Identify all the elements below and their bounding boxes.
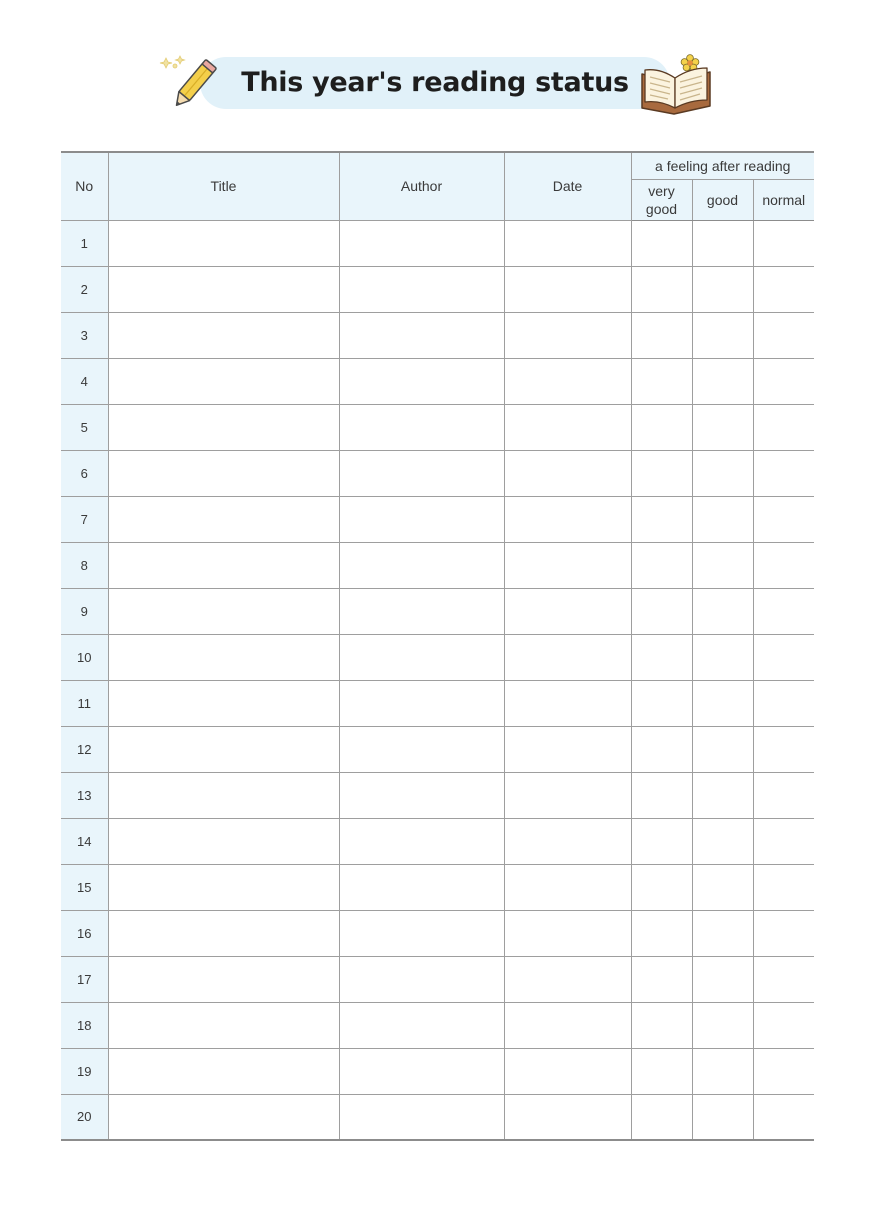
normal-cell[interactable] [753, 312, 814, 358]
row-number: 15 [61, 864, 108, 910]
very-good-cell[interactable] [631, 1048, 692, 1094]
date-cell[interactable] [504, 266, 631, 312]
normal-cell[interactable] [753, 956, 814, 1002]
row-number: 20 [61, 1094, 108, 1140]
author-cell[interactable] [339, 1094, 504, 1140]
very-good-cell[interactable] [631, 1002, 692, 1048]
title-cell[interactable] [108, 266, 339, 312]
row-number: 19 [61, 1048, 108, 1094]
author-cell[interactable] [339, 1002, 504, 1048]
title-cell[interactable] [108, 450, 339, 496]
date-cell[interactable] [504, 864, 631, 910]
table-row [61, 1048, 814, 1094]
title-cell[interactable] [108, 312, 339, 358]
good-cell[interactable] [692, 634, 753, 680]
date-cell[interactable] [504, 818, 631, 864]
row-number: 11 [61, 680, 108, 726]
header-no: No [61, 152, 108, 220]
normal-cell[interactable] [753, 680, 814, 726]
normal-cell[interactable] [753, 266, 814, 312]
good-cell[interactable] [692, 496, 753, 542]
author-cell[interactable] [339, 910, 504, 956]
table-row [61, 956, 814, 1002]
author-cell[interactable] [339, 772, 504, 818]
title-cell[interactable] [108, 726, 339, 772]
row-number: 8 [61, 542, 108, 588]
normal-cell[interactable] [753, 1048, 814, 1094]
row-number: 9 [61, 588, 108, 634]
very-good-cell[interactable] [631, 956, 692, 1002]
author-cell[interactable] [339, 496, 504, 542]
table-row [61, 496, 814, 542]
very-good-cell[interactable] [631, 1094, 692, 1140]
author-cell[interactable] [339, 634, 504, 680]
header-good: good [692, 179, 753, 220]
row-number: 4 [61, 358, 108, 404]
normal-cell[interactable] [753, 1002, 814, 1048]
title-cell[interactable] [108, 1048, 339, 1094]
table-row [61, 910, 814, 956]
row-number: 7 [61, 496, 108, 542]
date-cell[interactable] [504, 312, 631, 358]
good-cell[interactable] [692, 404, 753, 450]
table-row [61, 358, 814, 404]
table-row [61, 542, 814, 588]
date-cell[interactable] [504, 404, 631, 450]
row-number: 1 [61, 220, 108, 266]
table-row [61, 404, 814, 450]
very-good-cell[interactable] [631, 864, 692, 910]
title-cell[interactable] [108, 542, 339, 588]
header-author: Author [339, 152, 504, 220]
page-title: This year's reading status [241, 67, 629, 98]
date-cell[interactable] [504, 680, 631, 726]
header-normal: normal [753, 179, 814, 220]
title-cell[interactable] [108, 634, 339, 680]
good-cell[interactable] [692, 726, 753, 772]
row-number: 2 [61, 266, 108, 312]
reading-log-table [61, 151, 814, 1141]
author-cell[interactable] [339, 220, 504, 266]
row-number: 6 [61, 450, 108, 496]
date-cell[interactable] [504, 358, 631, 404]
table-row [61, 588, 814, 634]
table-row [61, 864, 814, 910]
author-cell[interactable] [339, 956, 504, 1002]
author-cell[interactable] [339, 404, 504, 450]
normal-cell[interactable] [753, 772, 814, 818]
author-cell[interactable] [339, 542, 504, 588]
table-row [61, 818, 814, 864]
author-cell[interactable] [339, 266, 504, 312]
table-row [61, 312, 814, 358]
row-number: 10 [61, 634, 108, 680]
author-cell[interactable] [339, 1048, 504, 1094]
title-cell[interactable] [108, 818, 339, 864]
title-cell[interactable] [108, 496, 339, 542]
normal-cell[interactable] [753, 726, 814, 772]
good-cell[interactable] [692, 542, 753, 588]
very-good-cell[interactable] [631, 910, 692, 956]
table-row [61, 220, 814, 266]
author-cell[interactable] [339, 726, 504, 772]
very-good-cell[interactable] [631, 818, 692, 864]
good-cell[interactable] [692, 312, 753, 358]
normal-cell[interactable] [753, 220, 814, 266]
date-cell[interactable] [504, 220, 631, 266]
title-cell[interactable] [108, 956, 339, 1002]
very-good-cell[interactable] [631, 726, 692, 772]
table-body [61, 220, 814, 1140]
good-cell[interactable] [692, 1048, 753, 1094]
normal-cell[interactable] [753, 634, 814, 680]
date-cell[interactable] [504, 726, 631, 772]
title-cell[interactable] [108, 404, 339, 450]
good-cell[interactable] [692, 358, 753, 404]
date-cell[interactable] [504, 496, 631, 542]
normal-cell[interactable] [753, 1094, 814, 1140]
good-cell[interactable] [692, 220, 753, 266]
row-number: 18 [61, 1002, 108, 1048]
normal-cell[interactable] [753, 404, 814, 450]
author-cell[interactable] [339, 818, 504, 864]
header-feeling-group: a feeling after reading [631, 152, 814, 179]
normal-cell[interactable] [753, 358, 814, 404]
title-cell[interactable] [108, 680, 339, 726]
title-cell[interactable] [108, 1094, 339, 1140]
title-cell[interactable] [108, 1002, 339, 1048]
normal-cell[interactable] [753, 450, 814, 496]
title-cell[interactable] [108, 910, 339, 956]
row-number: 3 [61, 312, 108, 358]
header-date: Date [504, 152, 631, 220]
header-very-good-label: very good [645, 182, 678, 217]
date-cell[interactable] [504, 634, 631, 680]
good-cell[interactable] [692, 772, 753, 818]
table-row [61, 726, 814, 772]
header-very-good [631, 179, 692, 220]
author-cell[interactable] [339, 450, 504, 496]
table-row [61, 634, 814, 680]
author-cell[interactable] [339, 680, 504, 726]
title-cell[interactable] [108, 772, 339, 818]
very-good-cell[interactable] [631, 772, 692, 818]
table-row [61, 450, 814, 496]
date-cell[interactable] [504, 1002, 631, 1048]
table-row [61, 680, 814, 726]
very-good-cell[interactable] [631, 634, 692, 680]
normal-cell[interactable] [753, 818, 814, 864]
author-cell[interactable] [339, 864, 504, 910]
normal-cell[interactable] [753, 496, 814, 542]
good-cell[interactable] [692, 910, 753, 956]
date-cell[interactable] [504, 956, 631, 1002]
very-good-cell[interactable] [631, 266, 692, 312]
good-cell[interactable] [692, 266, 753, 312]
open-book-icon [638, 52, 714, 116]
table-row [61, 772, 814, 818]
row-number: 13 [61, 772, 108, 818]
good-cell[interactable] [692, 818, 753, 864]
date-cell[interactable] [504, 588, 631, 634]
good-cell[interactable] [692, 864, 753, 910]
author-cell[interactable] [339, 312, 504, 358]
table-row [61, 1094, 814, 1140]
date-cell[interactable] [504, 542, 631, 588]
row-number: 16 [61, 910, 108, 956]
very-good-cell[interactable] [631, 542, 692, 588]
title-cell[interactable] [108, 220, 339, 266]
very-good-cell[interactable] [631, 496, 692, 542]
date-cell[interactable] [504, 910, 631, 956]
good-cell[interactable] [692, 1094, 753, 1140]
date-cell[interactable] [504, 1048, 631, 1094]
author-cell[interactable] [339, 358, 504, 404]
very-good-cell[interactable] [631, 680, 692, 726]
author-cell[interactable] [339, 588, 504, 634]
good-cell[interactable] [692, 1002, 753, 1048]
good-cell[interactable] [692, 588, 753, 634]
very-good-cell[interactable] [631, 358, 692, 404]
title-cell[interactable] [108, 358, 339, 404]
very-good-cell[interactable] [631, 450, 692, 496]
very-good-cell[interactable] [631, 404, 692, 450]
normal-cell[interactable] [753, 542, 814, 588]
date-cell[interactable] [504, 450, 631, 496]
good-cell[interactable] [692, 956, 753, 1002]
header-title: Title [108, 152, 339, 220]
good-cell[interactable] [692, 680, 753, 726]
very-good-cell[interactable] [631, 220, 692, 266]
very-good-cell[interactable] [631, 588, 692, 634]
normal-cell[interactable] [753, 588, 814, 634]
pencil-icon [158, 52, 230, 114]
row-number: 12 [61, 726, 108, 772]
title-cell[interactable] [108, 588, 339, 634]
normal-cell[interactable] [753, 910, 814, 956]
date-cell[interactable] [504, 1094, 631, 1140]
row-number: 5 [61, 404, 108, 450]
row-number: 14 [61, 818, 108, 864]
title-cell[interactable] [108, 864, 339, 910]
table-row [61, 1002, 814, 1048]
row-number: 17 [61, 956, 108, 1002]
very-good-cell[interactable] [631, 312, 692, 358]
table-row [61, 266, 814, 312]
normal-cell[interactable] [753, 864, 814, 910]
date-cell[interactable] [504, 772, 631, 818]
good-cell[interactable] [692, 450, 753, 496]
